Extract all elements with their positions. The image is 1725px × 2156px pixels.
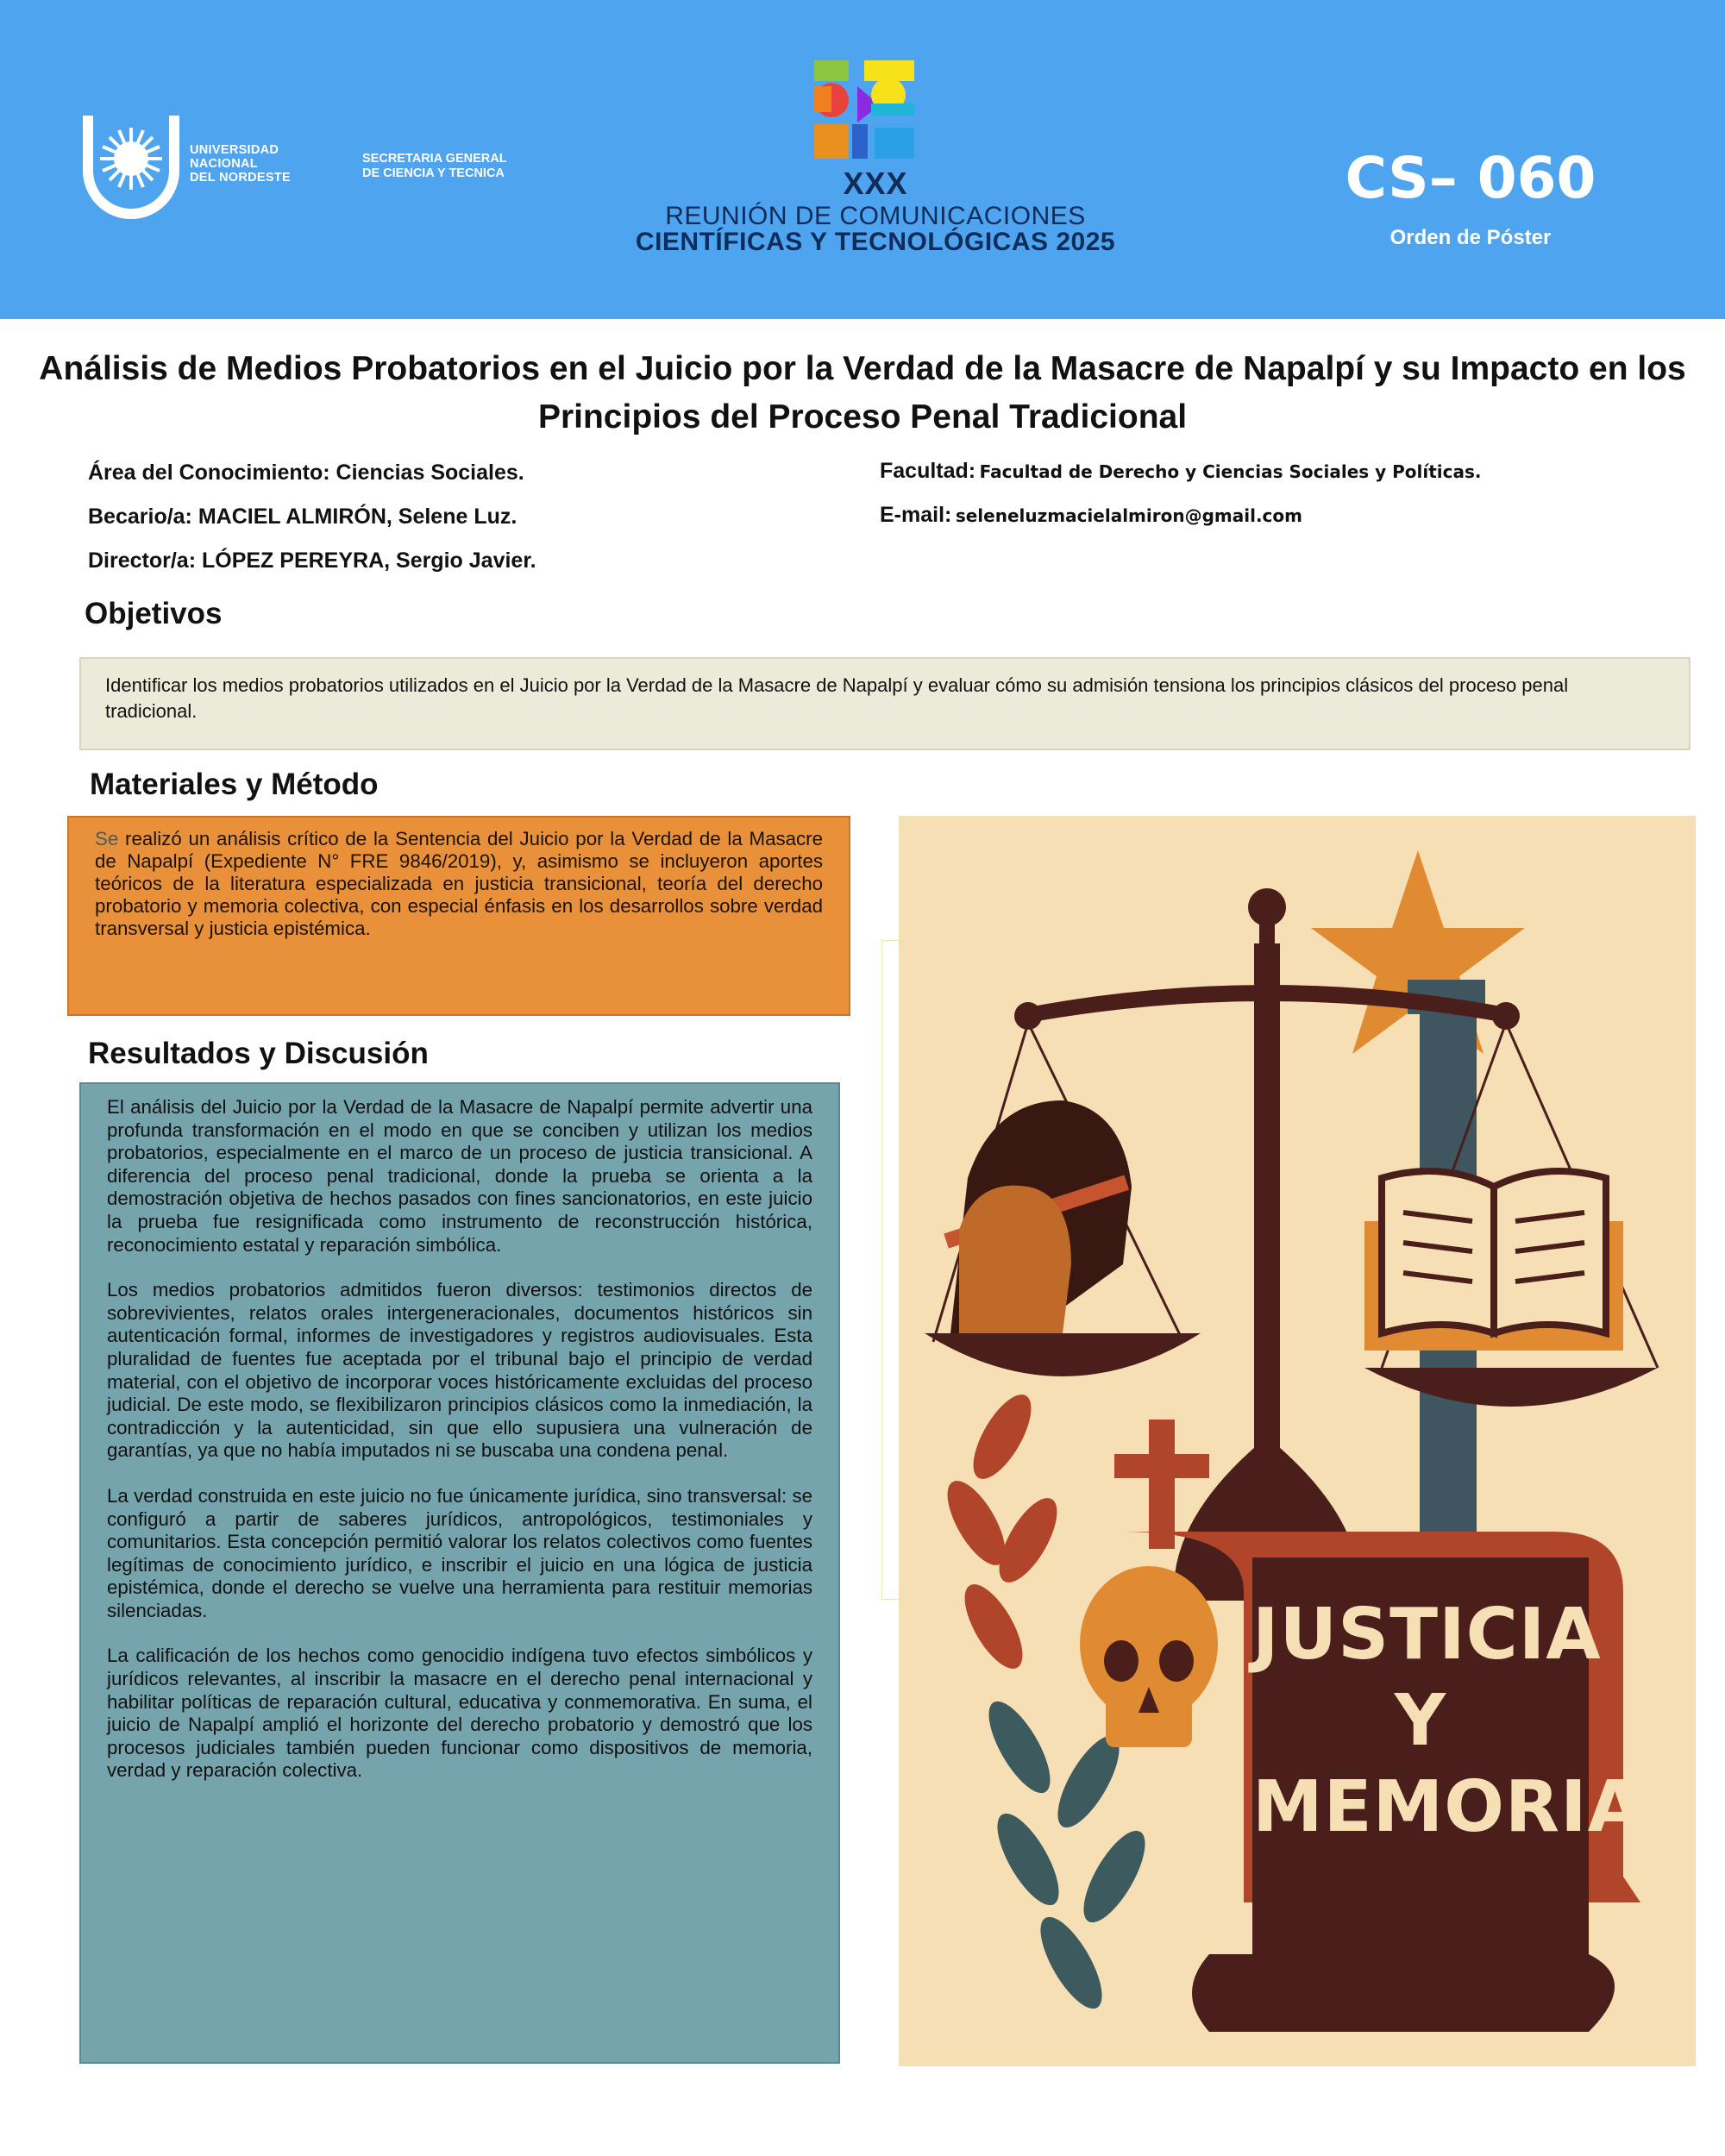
email-value: seleneluzmacielalmiron@gmail.com xyxy=(955,505,1302,526)
banner-text xyxy=(1252,1592,1644,1851)
email-label: E-mail: xyxy=(880,503,952,527)
objetivos-heading: Objetivos xyxy=(85,597,223,630)
facultad-label: Facultad: xyxy=(880,459,976,483)
star-icon xyxy=(1311,850,1525,1054)
secretaria-name: SECRETARIA GENERAL DE CIENCIA Y TECNICA xyxy=(362,152,507,180)
scale-pillar xyxy=(1254,943,1280,1478)
resultados-heading: Resultados y Discusión xyxy=(88,1037,429,1070)
illustration-art xyxy=(899,816,1696,2066)
banner-line-memoria: MEMORIA xyxy=(1252,1766,1644,1848)
event-logo-icon xyxy=(814,60,914,159)
event-title-line1: REUNIÓN DE COMUNICACIONES xyxy=(665,202,1086,230)
resultados-paragraph: La verdad construida en este juicio no fue únicamente jurídica, sino transversal: se configuró a partir de saberes jurídicos, antropológicos, testimoniales y comunitarios. Esta concepción permitió valorar los relatos colectivos como fuentes legítimas de conocimiento jurídico, e inscribir el juicio en una lógica de justicia epistémica, donde el derecho se vuelve una herramienta para restituir memorias silenciadas. xyxy=(107,1484,812,1621)
director-line: Director/a: LÓPEZ PEREYRA, Sergio Javier. xyxy=(88,548,536,573)
facultad-line xyxy=(880,459,1482,484)
facultad-value: Facultad de Derecho y Ciencias Sociales y Políticas. xyxy=(979,461,1482,482)
materiales-heading: Materiales y Método xyxy=(90,768,379,801)
left-pan xyxy=(925,1333,1201,1376)
objetivos-text: Identificar los medios probatorios utilizados en el Juicio por la Verdad de la Masacre de Napalpí y evaluar cómo su admisión tensiona los principios clásicos del proceso penal tradicional. xyxy=(105,674,1569,722)
resultados-box xyxy=(79,1082,840,2064)
email-line xyxy=(880,503,1302,528)
poster-order-label: Orden de Póster xyxy=(1389,226,1552,249)
justice-memory-illustration xyxy=(899,816,1696,2066)
banner-line-y: Y xyxy=(1394,1680,1447,1762)
poster-title: Análisis de Medios Probatorios en el Juicio por la Verdad de la Masacre de Napalpí y su Impacto en los Principios del Proceso Penal Tradicional xyxy=(39,350,1686,436)
poster-code: CS– 060 xyxy=(1345,145,1596,211)
area-line: Área del Conocimiento: Ciencias Sociales. xyxy=(88,461,524,485)
resultados-paragraph: El análisis del Juicio por la Verdad de la Masacre de Napalpí permite advertir una profunda transformación en el modo en que se conciben y utilizan los medios probatorios, especialmente en el marco de un proceso de justicia transicional. A diferencia del proceso penal tradicional, donde la prueba se orienta a la demostración objetiva de hechos pasados con fines sancionatorios, en este juicio la prueba fue resignificada como instrumento de reconstrucción histórica, reconocimiento estatal y reparación simbólica. xyxy=(107,1096,812,1256)
resultados-paragraph: Los medios probatorios admitidos fueron diversos: testimonios directos de sobrevivientes, relatos orales intergeneracionales, documentos históricos sin autenticación formal, informes de investigadores y registros audiovisuales. Esta pluralidad de fuentes fue aceptada por el tribunal bajo el principio de verdad material, con el objetivo de incorporar voces históricamente excluidas del proceso judicial. De este modo, se flexibilizaron principios clásicos como la inmediación, la contradicción y la autenticidad, sin que ello supusiera una vulneración de garantías, ya que no había imputados ni se buscaba una condena penal. xyxy=(107,1279,812,1462)
materiales-box xyxy=(67,816,850,1016)
event-title-line2: CIENTÍFICAS Y TECNOLÓGICAS 2025 xyxy=(635,228,1116,256)
event-number: XXX xyxy=(843,166,908,201)
banner-line-justicia: JUSTICIA xyxy=(1252,1594,1602,1676)
objetivos-box xyxy=(79,657,1690,750)
unne-logo-icon xyxy=(79,110,183,224)
right-pan xyxy=(1364,1368,1658,1407)
book-icon xyxy=(1382,1171,1494,1333)
becario-line: Becario/a: MACIEL ALMIRÓN, Selene Luz. xyxy=(88,505,518,529)
materiales-text: realizó un análisis crítico de la Sentencia del Juicio por la Verdad de la Masacre de Napalpí (Expediente N° FRE 9846/2019), y, asimismo se incluyeron aportes teóricos de la literatura especializada en justicia transicional, teoría del derecho probatorio y memoria colectiva, con especial énfasis en los desarrollos sobre verdad transversal y justicia epistémica. xyxy=(95,828,823,939)
resultados-paragraph: La calificación de los hechos como genocidio indígena tuvo efectos simbólicos y jurídicos relevantes, al inscribir la masacre en el derecho penal internacional y habilitar políticas de reparación cultural, educativa y conmemorativa. En suma, el juicio de Napalpí amplió el horizonte del derecho probatorio y demostró que los procesos judiciales también pueden funcionar como dispositivos de memoria, verdad y reparación colectiva. xyxy=(107,1645,812,1782)
materiales-lead: Se xyxy=(95,828,119,849)
cross-icon xyxy=(1114,1454,1209,1478)
unne-name: UNIVERSIDAD NACIONAL DEL NORDESTE xyxy=(190,143,291,185)
